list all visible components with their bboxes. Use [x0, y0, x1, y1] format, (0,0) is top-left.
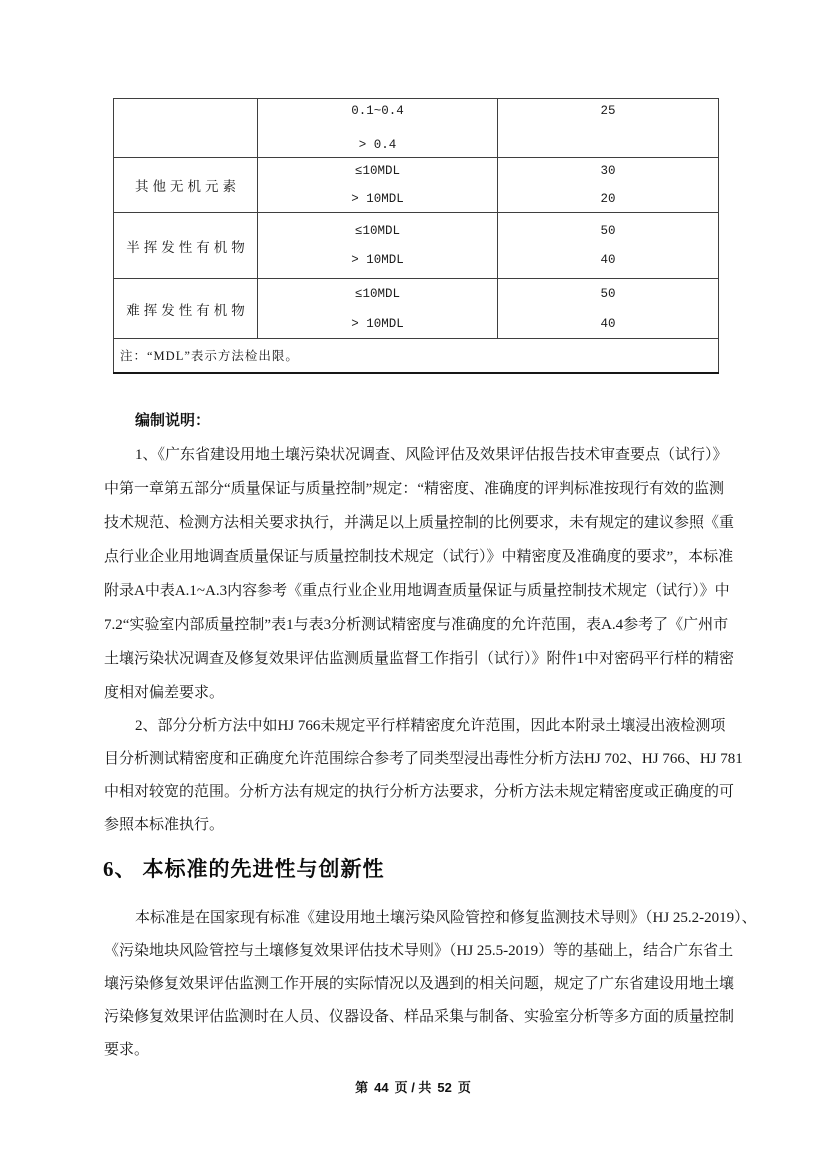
condition-line: ≤10MDL	[354, 224, 400, 238]
value-line: 50	[600, 224, 616, 238]
table-cell-category: 半挥发性有机物	[114, 213, 258, 279]
table-cell-condition-group	[258, 213, 498, 279]
value-line: 40	[600, 316, 616, 331]
table-note: 注：“MDL”表示方法检出限。	[114, 339, 719, 373]
condition-line: ≤10MDL	[354, 286, 400, 301]
condition-line: > 10MDL	[351, 316, 404, 331]
paragraph-line: 土壤污染状况调查及修复效果评估监测质量监督工作指引（试行）》附件1中对密码平行样的精密	[104, 651, 735, 667]
table-row	[114, 99, 719, 158]
paragraph-line: 2、部分分析方法中如HJ 766未规定平行样精密度允许范围，因此本附录土壤浸出液检测项	[135, 718, 726, 734]
paragraph-line: 7.2“实验室内部质量控制”表1与表3分析测试精密度与准确度的允许范围，表A.4参考了《广州市	[104, 617, 729, 633]
table-cell-value-group	[498, 279, 719, 339]
value-line: 25	[600, 104, 616, 118]
table-cell-value-group	[498, 158, 719, 213]
paragraph-line: 目分析测试精密度和正确度允许范围综合参考了同类型浸出毒性分析方法HJ 702、HJ 766、HJ 781	[104, 751, 743, 767]
paragraph-line: 技术规范、检测方法相关要求执行，并满足以上质量控制的比例要求，未有规定的建议参照《重	[104, 515, 735, 531]
table-row	[114, 213, 719, 279]
condition-line: > 0.4	[358, 138, 397, 152]
table-cell-value-group	[498, 99, 719, 158]
table-cell-condition-group	[258, 279, 498, 339]
value-line: 50	[600, 286, 616, 301]
paragraph-line: 1、《广东省建设用地土壤污染状况调查、风险评估及效果评估报告技术审查要点（试行）》	[135, 447, 728, 463]
table-cell-condition-group	[258, 99, 498, 158]
table-note-row	[114, 339, 719, 373]
condition-line: > 10MDL	[351, 192, 404, 206]
paragraph-line: 参照本标准执行。	[104, 817, 225, 833]
table-row	[114, 279, 719, 339]
table-cell-category: 难挥发性有机物	[114, 279, 258, 339]
table-row	[114, 158, 719, 213]
paragraph-line: 壤污染修复效果评估监测工作开展的实际情况以及遇到的相关问题，规定了广东省建设用地土壤	[104, 976, 735, 992]
footer-middle: 页 / 共	[394, 1080, 432, 1095]
section-heading	[103, 855, 385, 884]
table-cell-condition-group	[258, 158, 498, 213]
paragraph-line: 中相对较宽的范围。分析方法有规定的执行分析方法要求，分析方法未规定精密度或正确度的可	[104, 784, 735, 800]
value-line: 40	[600, 253, 616, 267]
table-cell-category: 其他无机元素	[114, 158, 258, 213]
paragraph-3	[104, 902, 757, 1067]
paragraph-line: 污染修复效果评估监测时在人员、仪器设备、样品采集与制备、实验室分析等多方面的质量控制	[104, 1009, 735, 1025]
footer-total-pages: 52	[437, 1080, 452, 1095]
condition-line: 0.1~0.4	[351, 104, 404, 118]
paragraph-line: 中第一章第五部分“质量保证与质量控制”规定：“精密度、准确度的评判标准按现行有效的监测	[104, 481, 724, 497]
paragraph-line: 点行业企业用地调查质量保证与质量控制技术规定（试行）》中精密度及准确度的要求”，本标准	[104, 549, 734, 565]
footer-prefix: 第	[355, 1080, 369, 1095]
qc-precision-limits-table	[113, 98, 719, 374]
value-line: 20	[600, 192, 616, 206]
paragraph-1	[104, 438, 735, 710]
section-number: 6、	[103, 857, 137, 881]
page-footer	[0, 1080, 826, 1096]
footer-page-number: 44	[374, 1080, 389, 1095]
condition-line: > 10MDL	[351, 253, 404, 267]
condition-line: ≤10MDL	[354, 164, 400, 178]
paragraph-2	[104, 710, 743, 842]
table-cell-value-group	[498, 213, 719, 279]
paragraph-line: 《污染地块风险管控与土壤修复效果评估技术导则》（HJ 25.5-2019）等的基础上，结合广东省土	[104, 943, 734, 959]
section-title: 本标准的先进性与创新性	[142, 858, 385, 881]
value-line: 30	[600, 164, 616, 178]
table-cell-category	[114, 99, 258, 158]
compile-notes-heading: 编制说明：	[135, 412, 211, 429]
paragraph-line: 附录A中表A.1~A.3内容参考《重点行业企业用地调查质量保证与质量控制技术规定（试行）》中	[104, 583, 730, 599]
paragraph-line: 要求。	[104, 1042, 150, 1058]
footer-suffix: 页	[457, 1080, 471, 1095]
paragraph-line: 度相对偏差要求。	[104, 685, 225, 701]
paragraph-line: 本标准是在国家现有标准《建设用地土壤污染风险管控和修复监测技术导则》（HJ 25.2-2019）、	[135, 910, 757, 926]
